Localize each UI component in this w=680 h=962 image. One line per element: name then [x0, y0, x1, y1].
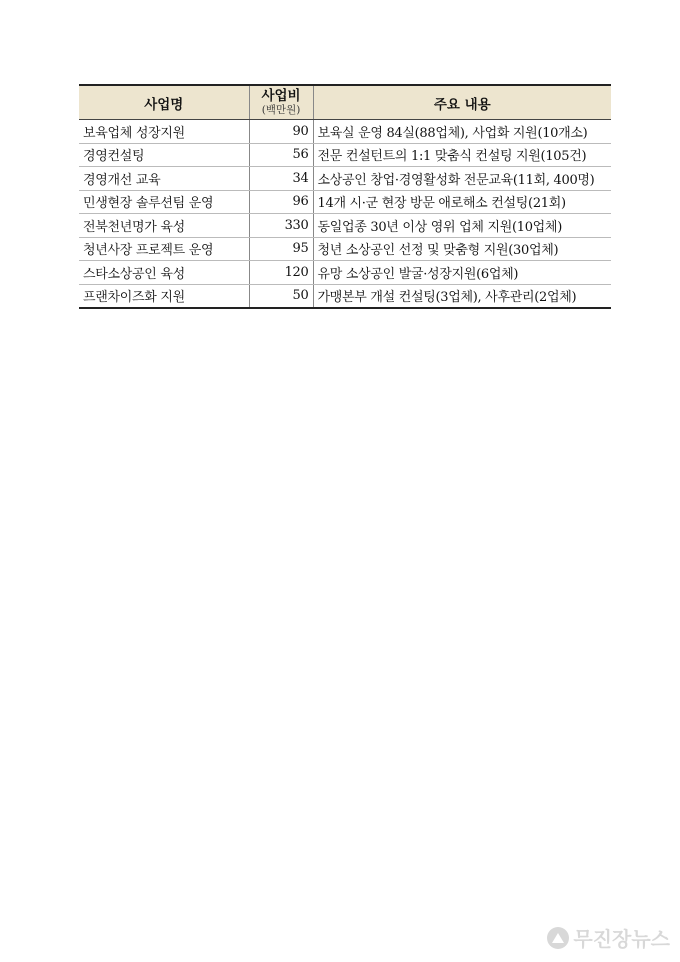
table-row: [79, 284, 611, 308]
row-main-content: 청년 소상공인 선정 및 맞춤형 지원(30업체): [313, 237, 611, 261]
watermark-text: 무진장뉴스: [573, 927, 670, 951]
table-row: [79, 237, 611, 261]
row-business-cost: 56: [249, 143, 313, 167]
row-business-cost: 120: [249, 261, 313, 285]
table-header-row: [79, 85, 611, 120]
header-cost-label: 사업비: [261, 87, 301, 104]
table-row: [79, 143, 611, 167]
row-business-cost: 90: [249, 120, 313, 144]
row-business-name: 스타소상공인 육성: [79, 261, 249, 285]
row-business-cost: 50: [249, 284, 313, 308]
header-main-content: 주요 내용: [313, 85, 611, 120]
row-business-name: 전북천년명가 육성: [79, 214, 249, 238]
row-business-cost: 330: [249, 214, 313, 238]
news-watermark: [547, 923, 670, 952]
row-main-content: 14개 시·군 현장 방문 애로해소 컨설팅(21회): [313, 190, 611, 214]
header-business-cost: [249, 85, 313, 120]
row-main-content: 전문 컨설턴트의 1:1 맞춤식 컨설팅 지원(105건): [313, 143, 611, 167]
row-business-name: 프랜차이즈화 지원: [79, 284, 249, 308]
row-business-cost: 95: [249, 237, 313, 261]
mountain-logo-icon: [547, 927, 569, 949]
row-business-name: 경영컨설팅: [79, 143, 249, 167]
table-row: [79, 120, 611, 144]
row-main-content: 유망 소상공인 발굴·성장지원(6업체): [313, 261, 611, 285]
table-row: [79, 214, 611, 238]
row-business-name: 민생현장 솔루션팀 운영: [79, 190, 249, 214]
header-cost-unit: (백만원): [261, 103, 301, 116]
row-main-content: 동일업종 30년 이상 영위 업체 지원(10업체): [313, 214, 611, 238]
row-business-cost: 34: [249, 167, 313, 191]
row-business-name: 경영개선 교육: [79, 167, 249, 191]
table-row: [79, 261, 611, 285]
business-table: [79, 84, 611, 309]
row-main-content: 보육실 운영 84실(88업체), 사업화 지원(10개소): [313, 120, 611, 144]
row-main-content: 소상공인 창업·경영활성화 전문교육(11회, 400명): [313, 167, 611, 191]
row-business-cost: 96: [249, 190, 313, 214]
row-business-name: 청년사장 프로젝트 운영: [79, 237, 249, 261]
header-business-name: 사업명: [79, 85, 249, 120]
row-main-content: 가맹본부 개설 컨설팅(3업체), 사후관리(2업체): [313, 284, 611, 308]
table-row: [79, 190, 611, 214]
table-row: [79, 167, 611, 191]
row-business-name: 보육업체 성장지원: [79, 120, 249, 144]
